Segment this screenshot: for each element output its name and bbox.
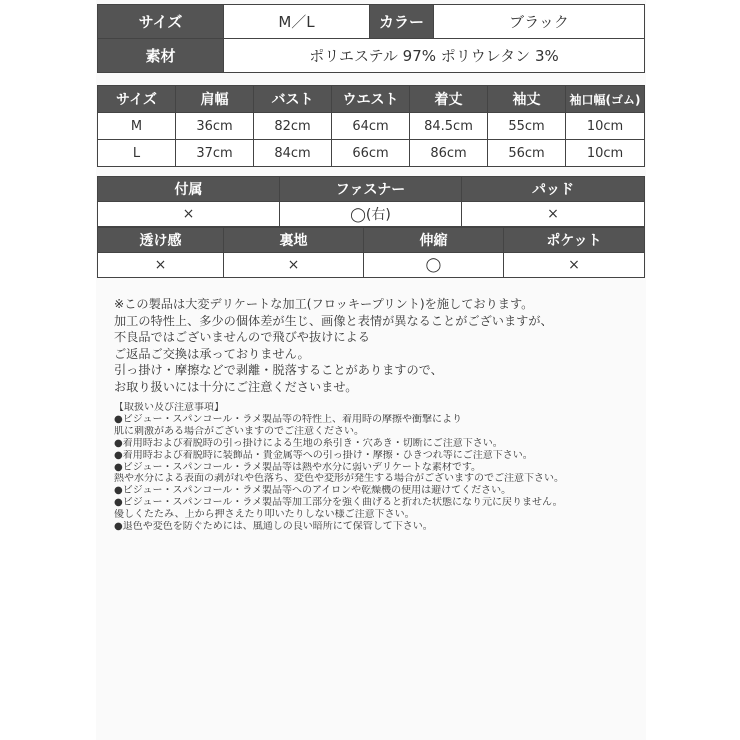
care-instructions — [114, 402, 634, 533]
accessory-value: × — [98, 202, 280, 227]
sheerness-value: × — [98, 253, 224, 278]
size-cell: L — [98, 140, 176, 167]
overview-row-material — [98, 39, 645, 73]
care-line: ●着用時および着脱時に装飾品・貴金属等への引っ掛け・摩擦・ひきつれ等にご注意下さい。 — [114, 449, 533, 461]
color-label: カラー — [370, 5, 434, 39]
material-label: 素材 — [98, 39, 224, 73]
size-cell: 10cm — [566, 140, 645, 167]
note-line: ご返品ご交換は承っておりません。 — [114, 346, 310, 361]
size-table-header-row — [98, 86, 645, 113]
care-line: ●ビジュー・スパンコール・ラメ製品等の特性上、着用時の摩擦や衝撃により — [114, 413, 463, 425]
size-label: サイズ — [98, 5, 224, 39]
size-cell: 66cm — [332, 140, 410, 167]
features-1-value-row — [98, 202, 645, 227]
care-line: ●ビジュー・スパンコール・ラメ製品等は熱や水分に弱いデリケートな素材です。 — [114, 461, 482, 473]
size-cell: 55cm — [488, 113, 566, 140]
overview-row-size-color — [98, 5, 645, 39]
size-cell: 56cm — [488, 140, 566, 167]
care-line: ●ビジュー・スパンコール・ラメ製品等へのアイロンや乾燥機の使用は避けてください。 — [114, 485, 512, 497]
size-cell: 84cm — [254, 140, 332, 167]
overview-table — [97, 4, 645, 73]
size-header-cuff: 袖口幅(ゴム) — [566, 86, 645, 113]
note-line: ※この製品は大変デリケートな加工(フロッキープリント)を施しております。 — [114, 297, 534, 311]
size-header-waist: ウエスト — [332, 86, 410, 113]
features-2-header-row — [98, 228, 645, 253]
size-cell: 64cm — [332, 113, 410, 140]
product-notes — [114, 296, 634, 395]
size-table — [97, 85, 645, 167]
stretch-header: 伸縮 — [364, 228, 504, 253]
pad-value: × — [462, 202, 645, 227]
size-header-bust: バスト — [254, 86, 332, 113]
size-header-sleeve: 袖丈 — [488, 86, 566, 113]
size-cell: M — [98, 113, 176, 140]
note-line: 引っ掛け・摩擦などで剥離・脱落することがありますので、 — [114, 363, 443, 377]
size-cell: 84.5cm — [410, 113, 488, 140]
care-line: 肌に刺激がある場合がございますのでご注意ください。 — [114, 425, 364, 437]
color-value: ブラック — [434, 5, 645, 39]
size-cell: 82cm — [254, 113, 332, 140]
size-cell: 37cm — [176, 140, 254, 167]
note-line: お取り扱いには十分にご注意くださいませ。 — [114, 379, 358, 394]
note-line: 不良品ではございませんので飛びや抜けによる — [114, 330, 370, 344]
material-value: ポリエステル 97% ポリウレタン 3% — [224, 39, 645, 73]
size-cell: 86cm — [410, 140, 488, 167]
lining-header: 裏地 — [224, 228, 364, 253]
accessory-header: 付属 — [98, 177, 280, 202]
pocket-value: × — [504, 253, 645, 278]
table-row — [98, 140, 645, 167]
care-line: 優しくたたみ、上から押さえたり叩いたりしない様ご注意下さい。 — [114, 509, 415, 521]
stretch-value: ◯ — [364, 253, 504, 278]
features-2-value-row — [98, 253, 645, 278]
size-cell: 10cm — [566, 113, 645, 140]
care-line: 熱や水分による表面の剥がれや色落ち、変色や変形が発生する場合がございますのでご注意下さい。 — [114, 473, 564, 485]
fastener-header: ファスナー — [280, 177, 462, 202]
size-cell: 36cm — [176, 113, 254, 140]
features-1-header-row — [98, 177, 645, 202]
care-line: ●退色や変色を防ぐためには、風通しの良い暗所にて保管して下さい。 — [114, 521, 433, 533]
size-header-size: サイズ — [98, 86, 176, 113]
care-line: ●着用時および着脱時の引っ掛けによる生地の糸引き・穴あき・切断にご注意下さい。 — [114, 437, 503, 449]
note-line: 加工の特性上、多少の個体差が生じ、画像と表情が異なることがございますが、 — [114, 313, 553, 328]
pad-header: パッド — [462, 177, 645, 202]
sheerness-header: 透け感 — [98, 228, 224, 253]
size-header-length: 着丈 — [410, 86, 488, 113]
pocket-header: ポケット — [504, 228, 645, 253]
features-table-1 — [97, 176, 645, 227]
features-table-2 — [97, 227, 645, 278]
fastener-value: ◯(右) — [280, 202, 462, 227]
size-header-shoulder: 肩幅 — [176, 86, 254, 113]
size-value: M／L — [224, 5, 370, 39]
table-row — [98, 113, 645, 140]
care-line: ●ビジュー・スパンコール・ラメ製品等加工部分を強く曲げると折れた状態になり元に戻りません。 — [114, 497, 563, 509]
care-title: 【取扱い及び注意事項】 — [114, 402, 224, 413]
lining-value: × — [224, 253, 364, 278]
